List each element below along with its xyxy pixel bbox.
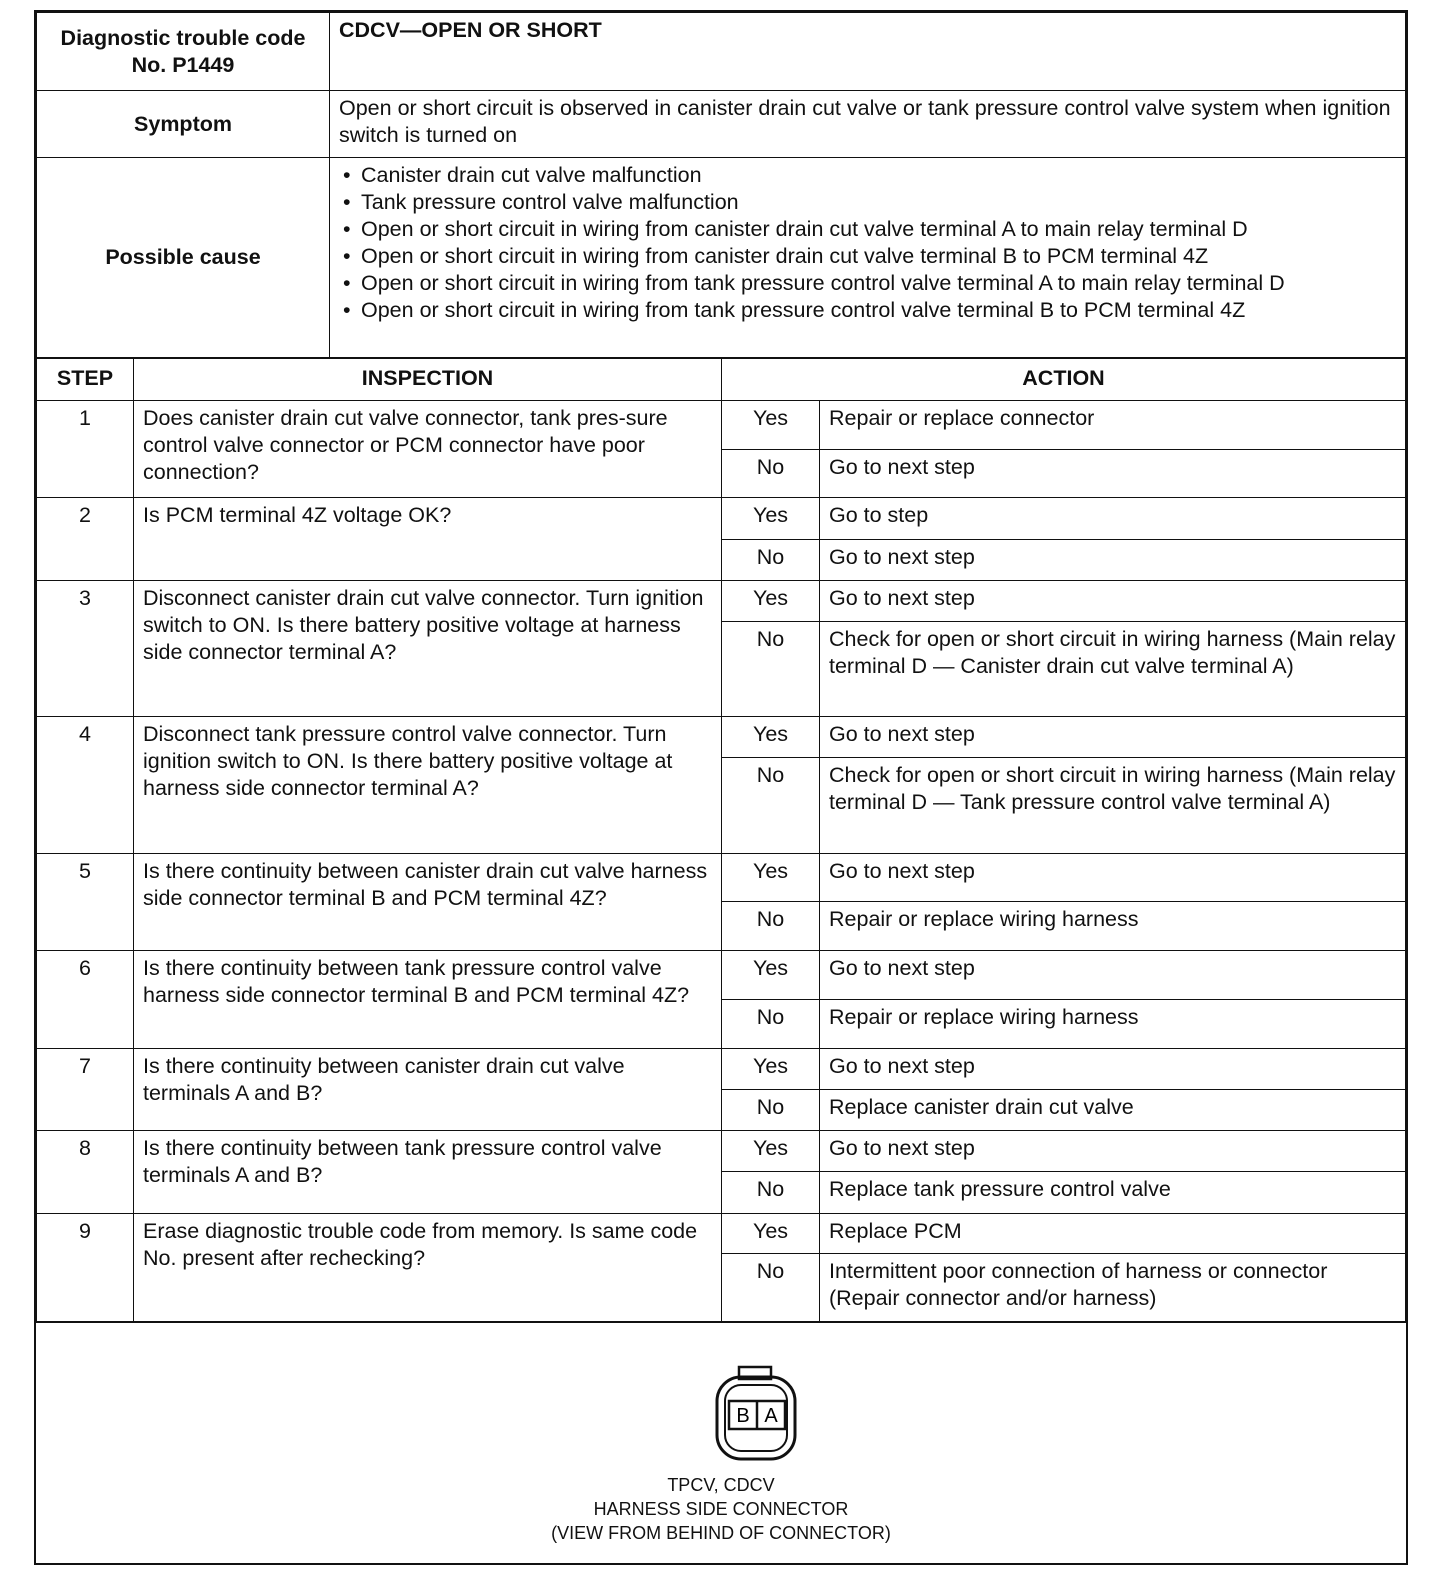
- yes-action: Go to next step: [820, 854, 1406, 902]
- pin-a-label: A: [764, 1405, 778, 1427]
- diagnostic-document: [34, 10, 1408, 1565]
- page-title: CDCV—OPEN OR SHORT: [330, 13, 1406, 91]
- no-label: No: [722, 450, 820, 498]
- cause-item: • Open or short circuit in wiring from tank pressure control valve terminal A to main relay terminal D: [339, 270, 1396, 297]
- no-action: Go to next step: [820, 450, 1406, 498]
- yes-action: Go to next step: [820, 717, 1406, 758]
- yes-action: Go to step: [820, 498, 1406, 540]
- steps-table: [36, 358, 1406, 1322]
- no-action: Replace tank pressure control valve: [820, 1172, 1406, 1214]
- no-label: No: [722, 758, 820, 854]
- connector-diagram-icon: [681, 1365, 831, 1475]
- cause-item: • Open or short circuit in wiring from canister drain cut valve terminal A to main relay terminal D: [339, 216, 1396, 243]
- step-number: 9: [37, 1214, 134, 1322]
- cause-label: Possible cause: [37, 158, 330, 358]
- step-number: 8: [37, 1131, 134, 1214]
- caption-line: TPCV, CDCV: [667, 1475, 775, 1495]
- yes-action: Go to next step: [820, 1049, 1406, 1090]
- step-row: [37, 401, 1406, 450]
- inspection-text: Disconnect canister drain cut valve connector. Turn ignition switch to ON. Is there battery positive voltage at harness side connector terminal A?: [134, 581, 722, 717]
- step-number: 4: [37, 717, 134, 854]
- no-action: Repair or replace wiring harness: [820, 1000, 1406, 1049]
- step-number: 7: [37, 1049, 134, 1131]
- no-action: Go to next step: [820, 540, 1406, 581]
- action-header: ACTION: [722, 359, 1406, 401]
- symptom-label: Symptom: [37, 91, 330, 158]
- inspection-text: Erase diagnostic trouble code from memory. Is same code No. present after rechecking?: [134, 1214, 722, 1322]
- yes-action: Go to next step: [820, 1131, 1406, 1172]
- no-action: Repair or replace wiring harness: [820, 902, 1406, 951]
- step-row: [37, 854, 1406, 902]
- yes-action: Go to next step: [820, 581, 1406, 622]
- cause-cell: [330, 158, 1406, 358]
- connector-figure: [36, 1322, 1406, 1563]
- code-label: Diagnostic trouble code No. P1449: [37, 13, 330, 91]
- no-action: Replace canister drain cut valve: [820, 1090, 1406, 1131]
- pin-b-label: B: [736, 1405, 750, 1427]
- no-action: Check for open or short circuit in wiring harness (Main relay terminal D — Canister drain cut valve terminal A): [820, 622, 1406, 717]
- yes-label: Yes: [722, 717, 820, 758]
- yes-label: Yes: [722, 401, 820, 450]
- cause-item: • Open or short circuit in wiring from tank pressure control valve terminal B to PCM terminal 4Z: [339, 297, 1396, 324]
- yes-label: Yes: [722, 1214, 820, 1254]
- step-row: [37, 581, 1406, 622]
- step-number: 1: [37, 401, 134, 498]
- yes-label: Yes: [722, 1131, 820, 1172]
- caption-line: HARNESS SIDE CONNECTOR: [593, 1499, 849, 1519]
- yes-label: Yes: [722, 951, 820, 1000]
- no-label: No: [722, 1172, 820, 1214]
- caption-line: (VIEW FROM BEHIND OF CONNECTOR): [551, 1523, 891, 1543]
- figure-caption: [36, 1473, 1406, 1545]
- step-row: [37, 1131, 1406, 1172]
- cause-item: • Open or short circuit in wiring from canister drain cut valve terminal B to PCM terminal 4Z: [339, 243, 1396, 270]
- step-number: 5: [37, 854, 134, 951]
- step-number: 3: [37, 581, 134, 717]
- cause-item: • Canister drain cut valve malfunction: [339, 162, 1396, 189]
- inspection-text: Is PCM terminal 4Z voltage OK?: [134, 498, 722, 581]
- step-row: [37, 498, 1406, 540]
- yes-label: Yes: [722, 1049, 820, 1090]
- cause-list: [339, 162, 1396, 324]
- no-label: No: [722, 540, 820, 581]
- no-label: No: [722, 1090, 820, 1131]
- no-label: No: [722, 622, 820, 717]
- no-label: No: [722, 1254, 820, 1322]
- step-row: [37, 1049, 1406, 1090]
- no-action: Check for open or short circuit in wiring harness (Main relay terminal D — Tank pressure control valve terminal A): [820, 758, 1406, 854]
- yes-action: Repair or replace connector: [820, 401, 1406, 450]
- step-number: 2: [37, 498, 134, 581]
- inspection-text: Does canister drain cut valve connector, tank pres-sure control valve connector or PCM connector have poor connection?: [134, 401, 722, 498]
- inspection-text: Is there continuity between canister drain cut valve harness side connector terminal B and PCM terminal 4Z?: [134, 854, 722, 951]
- step-row: [37, 951, 1406, 1000]
- cause-item: • Tank pressure control valve malfunction: [339, 189, 1396, 216]
- step-row: [37, 1214, 1406, 1254]
- step-row: [37, 717, 1406, 758]
- inspection-text: Is there continuity between tank pressure control valve harness side connector terminal B and PCM terminal 4Z?: [134, 951, 722, 1049]
- yes-label: Yes: [722, 581, 820, 622]
- yes-label: Yes: [722, 854, 820, 902]
- no-label: No: [722, 1000, 820, 1049]
- yes-action: Go to next step: [820, 951, 1406, 1000]
- step-number: 6: [37, 951, 134, 1049]
- step-header: STEP: [37, 359, 134, 401]
- inspection-text: Is there continuity between tank pressure control valve terminals A and B?: [134, 1131, 722, 1214]
- yes-action: Replace PCM: [820, 1214, 1406, 1254]
- no-label: No: [722, 902, 820, 951]
- inspection-header: INSPECTION: [134, 359, 722, 401]
- inspection-text: Disconnect tank pressure control valve connector. Turn ignition switch to ON. Is there battery positive voltage at harness side connector terminal A?: [134, 717, 722, 854]
- header-table: [36, 12, 1406, 358]
- inspection-text: Is there continuity between canister drain cut valve terminals A and B?: [134, 1049, 722, 1131]
- symptom-text: Open or short circuit is observed in canister drain cut valve or tank pressure control valve system when ignition switch is turned on: [330, 91, 1406, 158]
- no-action: Intermittent poor connection of harness or connector (Repair connector and/or harness): [820, 1254, 1406, 1322]
- yes-label: Yes: [722, 498, 820, 540]
